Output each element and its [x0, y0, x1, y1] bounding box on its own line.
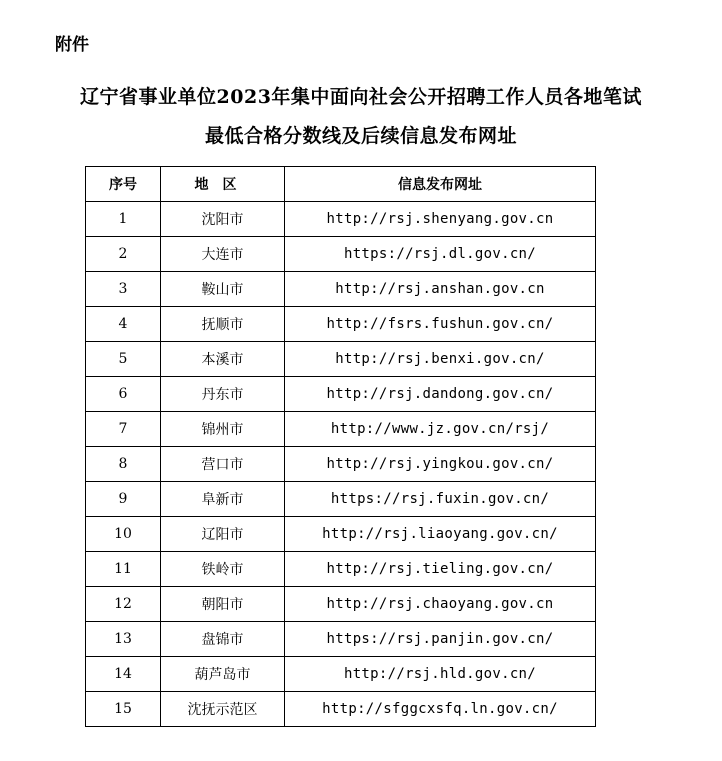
website-url-cell: http://rsj.yingkou.gov.cn/ [285, 447, 596, 482]
serial-number-cell: 8 [86, 447, 161, 482]
region-cell: 辽阳市 [161, 517, 285, 552]
serial-number-cell: 1 [86, 202, 161, 237]
serial-number-cell: 9 [86, 482, 161, 517]
serial-number-cell: 2 [86, 237, 161, 272]
table-row [86, 237, 596, 272]
header-serial-number: 序号 [86, 167, 161, 202]
region-cell: 抚顺市 [161, 307, 285, 342]
region-cell: 朝阳市 [161, 587, 285, 622]
region-cell: 锦州市 [161, 412, 285, 447]
region-cell: 丹东市 [161, 377, 285, 412]
website-url-cell: http://rsj.tieling.gov.cn/ [285, 552, 596, 587]
table-row [86, 482, 596, 517]
attachment-label: 附件 [55, 35, 89, 55]
region-cell: 大连市 [161, 237, 285, 272]
table-row [86, 552, 596, 587]
website-url-cell: http://sfggcxsfq.ln.gov.cn/ [285, 692, 596, 727]
table-row [86, 272, 596, 307]
serial-number-cell: 5 [86, 342, 161, 377]
serial-number-cell: 12 [86, 587, 161, 622]
website-url-cell: https://rsj.dl.gov.cn/ [285, 237, 596, 272]
website-url-cell: https://rsj.panjin.gov.cn/ [285, 622, 596, 657]
website-url-cell: http://fsrs.fushun.gov.cn/ [285, 307, 596, 342]
document-title-line-1: 辽宁省事业单位2023年集中面向社会公开招聘工作人员各地笔试 [80, 86, 642, 108]
serial-number-cell: 4 [86, 307, 161, 342]
serial-number-cell: 7 [86, 412, 161, 447]
region-cell: 鞍山市 [161, 272, 285, 307]
website-table [85, 166, 596, 727]
serial-number-cell: 10 [86, 517, 161, 552]
serial-number-cell: 6 [86, 377, 161, 412]
table-row [86, 657, 596, 692]
website-url-cell: http://rsj.dandong.gov.cn/ [285, 377, 596, 412]
serial-number-cell: 3 [86, 272, 161, 307]
region-cell: 沈抚示范区 [161, 692, 285, 727]
table-row [86, 622, 596, 657]
table-row [86, 342, 596, 377]
region-cell: 本溪市 [161, 342, 285, 377]
region-cell: 沈阳市 [161, 202, 285, 237]
website-url-cell: http://rsj.chaoyang.gov.cn [285, 587, 596, 622]
serial-number-cell: 13 [86, 622, 161, 657]
website-url-cell: https://rsj.fuxin.gov.cn/ [285, 482, 596, 517]
document-title-line-2: 最低合格分数线及后续信息发布网址 [204, 125, 517, 147]
serial-number-cell: 15 [86, 692, 161, 727]
table-row [86, 447, 596, 482]
website-url-cell: http://rsj.liaoyang.gov.cn/ [285, 517, 596, 552]
header-region: 地区 [161, 167, 285, 202]
table-row [86, 377, 596, 412]
table-body [86, 202, 596, 727]
region-cell: 盘锦市 [161, 622, 285, 657]
table-row [86, 307, 596, 342]
region-cell: 铁岭市 [161, 552, 285, 587]
serial-number-cell: 14 [86, 657, 161, 692]
region-cell: 葫芦岛市 [161, 657, 285, 692]
region-cell: 营口市 [161, 447, 285, 482]
website-url-cell: http://rsj.anshan.gov.cn [285, 272, 596, 307]
website-url-cell: http://www.jz.gov.cn/rsj/ [285, 412, 596, 447]
website-url-cell: http://rsj.shenyang.gov.cn [285, 202, 596, 237]
table-row [86, 587, 596, 622]
region-cell: 阜新市 [161, 482, 285, 517]
serial-number-cell: 11 [86, 552, 161, 587]
website-url-cell: http://rsj.hld.gov.cn/ [285, 657, 596, 692]
table-row [86, 517, 596, 552]
table-header-row [86, 167, 596, 202]
table-row [86, 202, 596, 237]
header-website: 信息发布网址 [285, 167, 596, 202]
table-row [86, 692, 596, 727]
website-url-cell: http://rsj.benxi.gov.cn/ [285, 342, 596, 377]
table-row [86, 412, 596, 447]
